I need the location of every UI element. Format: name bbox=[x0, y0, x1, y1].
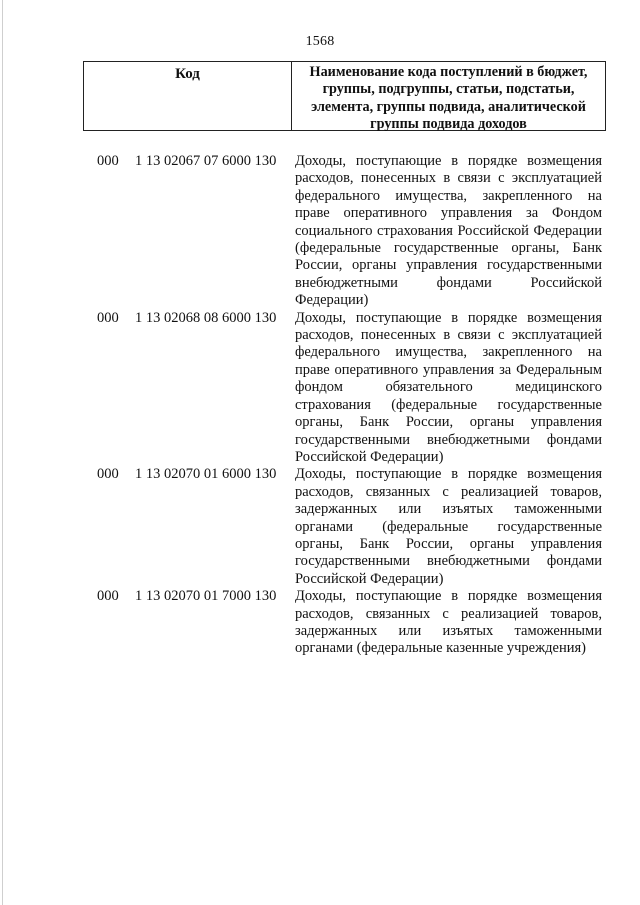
table-header bbox=[83, 61, 606, 131]
revenue-description: Доходы, поступающие в порядке возмещения расходов, связанных с реализацией товаров, задержанных или изъятых таможенными органами (федеральные государственные органы, Банк России, органы управления государственными внебюджетными фондами Российской Федерации) bbox=[295, 466, 602, 587]
revenue-description: Доходы, поступающие в порядке возмещения расходов, понесенных в связи с эксплуатацией федерального имущества, закрепленного на праве оперативного управления за Фондом социального страхования Российской Федерации (федеральные государственные органы, Банк России, органы управления государственными внебюджетными фондами Российской Федерации) bbox=[295, 153, 602, 309]
revenue-code: 1 13 02070 01 6000 130 bbox=[135, 466, 277, 483]
admin-code: 000 bbox=[97, 588, 119, 605]
table-row bbox=[0, 588, 640, 658]
header-code-column: Код bbox=[84, 62, 292, 130]
page-number: 1568 bbox=[305, 34, 335, 49]
revenue-code: 1 13 02070 01 7000 130 bbox=[135, 588, 277, 605]
revenue-code: 1 13 02068 08 6000 130 bbox=[135, 309, 277, 326]
table-row bbox=[0, 310, 640, 467]
revenue-description: Доходы, поступающие в порядке возмещения расходов, связанных с реализацией товаров, задержанных или изъятых таможенными органами (федеральные казенные учреждения) bbox=[295, 588, 602, 657]
table-row bbox=[0, 466, 640, 588]
table-body bbox=[0, 153, 640, 658]
revenue-code: 1 13 02067 07 6000 130 bbox=[135, 153, 277, 169]
admin-code: 000 bbox=[97, 153, 119, 169]
header-name-column: Наименование кода поступлений в бюджет, группы, подгруппы, статьи, подстатьи, элемента, группы подвида, аналитической группы подвида доходов bbox=[309, 64, 588, 132]
revenue-description: Доходы, поступающие в порядке возмещения расходов, понесенных в связи с эксплуатацией федерального имущества, закрепленного на праве оперативного управления за Федеральным фондом обязательного медицинского страхования (федеральные государственные органы, Банк России, органы управления государственными внебюджетными фондами Российской Федерации) bbox=[295, 309, 602, 465]
admin-code: 000 bbox=[97, 466, 119, 483]
table-row bbox=[0, 153, 640, 310]
admin-code: 000 bbox=[97, 309, 119, 326]
